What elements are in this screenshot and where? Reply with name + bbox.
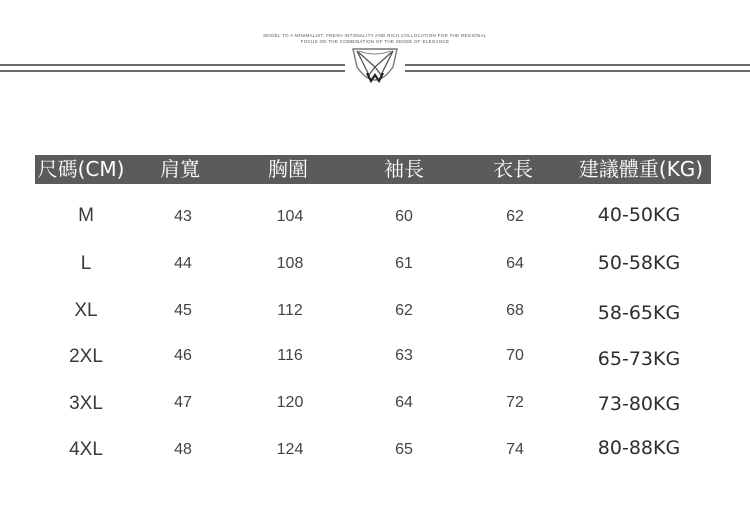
cell-chest: 124 <box>276 441 304 458</box>
cell-shoulder: 48 <box>174 441 192 458</box>
cell-shoulder: 43 <box>174 208 192 225</box>
cell-sleeve: 61 <box>395 255 413 272</box>
cell-shoulder: 47 <box>174 394 192 411</box>
tagline-line-2: FOCUS ON THE COMBINATION OF THE SENSE OF ELEGANCE <box>300 39 450 44</box>
tagline-line-1: MODEL TO A MINIMALIST, FRESH INTONALITY AND RICH COLLOCATION FOR THE REGIONAL <box>263 33 487 38</box>
cell-size: L <box>80 253 92 274</box>
cell-sleeve: 64 <box>395 394 413 411</box>
cell-size: 4XL <box>69 439 103 460</box>
header-chest: 胸圍 <box>268 157 308 181</box>
cell-weight: 40-50KG <box>597 204 681 226</box>
cell-length: 64 <box>506 255 524 272</box>
header-size: 尺碼(CM) <box>37 157 125 181</box>
cell-chest: 104 <box>276 208 304 225</box>
cell-weight: 65-73KG <box>597 348 681 370</box>
shirt-collar-icon <box>347 45 403 89</box>
header-shoulder: 肩寬 <box>160 157 200 181</box>
header-length: 衣長 <box>493 157 533 181</box>
divider-left-top <box>0 64 345 66</box>
cell-length: 72 <box>506 394 524 411</box>
table-header <box>35 155 711 184</box>
cell-length: 68 <box>506 302 524 319</box>
divider-right-top <box>405 64 750 66</box>
cell-chest: 108 <box>276 255 304 272</box>
cell-chest: 112 <box>277 302 303 319</box>
cell-length: 70 <box>506 347 524 364</box>
cell-weight: 73-80KG <box>597 393 681 415</box>
cell-size: 3XL <box>69 393 103 414</box>
cell-shoulder: 45 <box>174 302 192 319</box>
divider-left-bottom <box>0 70 345 72</box>
cell-shoulder: 44 <box>174 255 192 272</box>
header-weight: 建議體重(KG) <box>578 157 704 181</box>
cell-shoulder: 46 <box>174 347 192 364</box>
header-sleeve: 袖長 <box>384 157 424 181</box>
cell-weight: 58-65KG <box>597 302 681 324</box>
divider-right-bottom <box>405 70 750 72</box>
cell-size: 2XL <box>69 346 103 367</box>
cell-sleeve: 65 <box>395 441 413 458</box>
cell-sleeve: 60 <box>395 208 413 225</box>
cell-chest: 116 <box>277 347 303 364</box>
cell-weight: 50-58KG <box>597 252 681 274</box>
cell-weight: 80-88KG <box>597 437 681 459</box>
cell-length: 62 <box>506 208 524 225</box>
cell-length: 74 <box>506 441 524 458</box>
cell-chest: 120 <box>276 394 304 411</box>
cell-sleeve: 62 <box>395 302 413 319</box>
cell-sleeve: 63 <box>395 347 413 364</box>
cell-size: M <box>78 205 94 226</box>
cell-size: XL <box>74 300 98 321</box>
